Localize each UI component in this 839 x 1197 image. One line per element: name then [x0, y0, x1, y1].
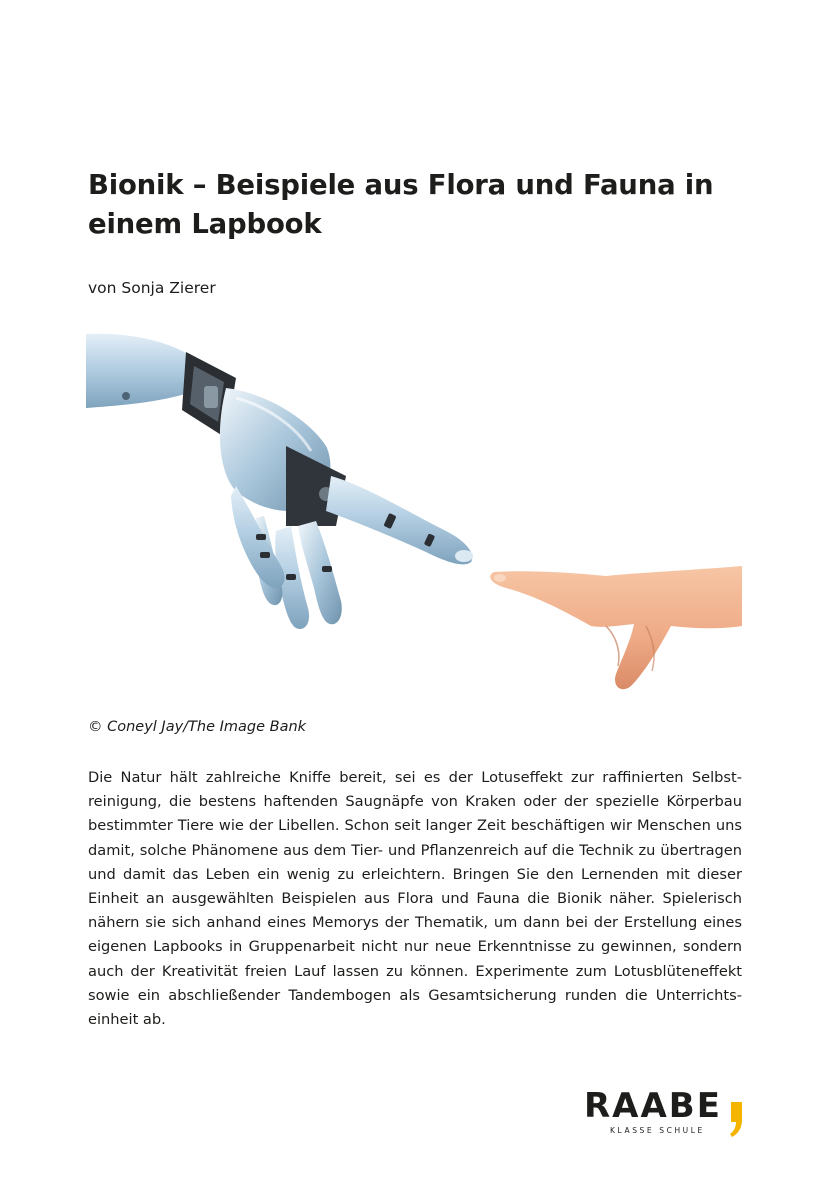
robot-hand	[86, 334, 473, 629]
document-title: Bionik – Beispiele aus Flora und Fauna in einem Lapbook	[88, 169, 714, 240]
logo-wordmark: RAABE	[584, 1086, 722, 1126]
author-line: von Sonja Zierer	[88, 279, 216, 297]
image-caption: © Coneyl Jay/The Image Bank	[88, 719, 307, 735]
human-hand	[490, 566, 742, 689]
logo-comma-mark	[728, 1100, 744, 1138]
body-paragraph: Die Natur hält zahlreiche Kniffe bereit, sei es der Lotuseffekt zur raffinierten Selbstreinigung, die bestens haftenden Saugnäpfe von Kraken oder der spezielle Körperbau bestimmter Tiere wie der Libellen. Schon seit langer Zeit beschäftigen wir Menschen uns damit, solche Phänomene aus dem Tier- und Pflanzenreich auf die Technik zu übertragen und damit das Leben ein wenig zu erleichtern. Bringen Sie den Lernenden mit dieser Einheit an ausgewählten Beispielen aus Flora und Fauna die Bionik näher. Spielerisch nähern sie sich anhand eines Memorys der Thematik, um dann bei der Erstellung eines eigenen Lapbooks in Gruppenarbeit nicht nur neue Erkenntnisse zu gewinnen, sondern auch der Kreativität freien Lauf lassen zu können. Experimente zum Lotusblüteneffekt sowie ein abschließender Tandembogen als Gesamtsicherung runden die Unterrichtseinheit ab.	[88, 769, 742, 1029]
raabe-logo	[584, 1086, 746, 1138]
logo-tagline: KLASSE SCHULE	[610, 1126, 705, 1135]
robot-human-hands-image	[86, 326, 742, 696]
